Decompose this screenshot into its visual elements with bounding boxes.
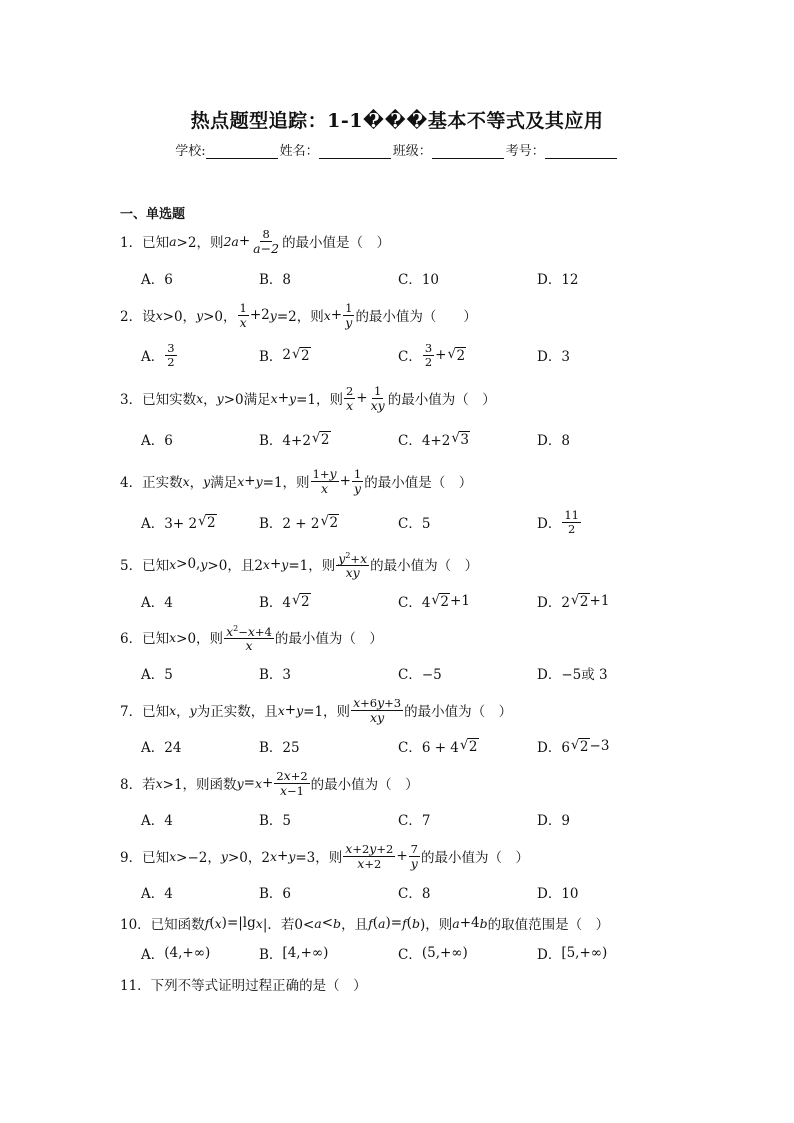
- question-text: 6．已知: [120, 631, 170, 647]
- question-text: 的最小值为（ ）: [387, 392, 496, 408]
- name-blank[interactable]: [319, 146, 391, 159]
- section-heading: 一、单选题: [120, 207, 186, 222]
- options-5: [141, 586, 701, 616]
- question-text: 的最小值是（ ）: [282, 235, 391, 251]
- question-8: 8．若 x >1，则函数 y = x + $\frac{2x+2}{x-1}$ 的最小值为（ ）: [120, 767, 419, 798]
- question-text: 的最小值为（ ）: [310, 777, 419, 793]
- option-b[interactable]: B．4 √ 2: [259, 586, 311, 616]
- question-text: 4．正实数: [120, 475, 183, 491]
- option-a[interactable]: A．4: [141, 813, 173, 829]
- option-c[interactable]: C．8: [398, 886, 431, 902]
- option-a[interactable]: A． (4,+∞): [141, 945, 211, 963]
- class-label: 班级：: [392, 144, 432, 159]
- option-b[interactable]: B．25: [259, 740, 300, 756]
- school-blank[interactable]: [206, 146, 278, 159]
- option-a[interactable]: A．4: [141, 595, 173, 611]
- option-c[interactable]: C．10: [398, 272, 440, 288]
- question-text: 的最小值为（ ）: [355, 309, 477, 325]
- option-b[interactable]: B．6: [259, 886, 292, 902]
- options-1: [141, 263, 701, 293]
- option-c[interactable]: C．7: [398, 813, 431, 829]
- question-text: 3．已知实数: [120, 392, 197, 408]
- option-d[interactable]: D．9: [537, 813, 570, 829]
- option-a[interactable]: A．6: [141, 272, 173, 288]
- option-c[interactable]: C． (5,+∞): [398, 945, 468, 963]
- option-c[interactable]: C．−5: [398, 667, 442, 683]
- student-info-line: [0, 140, 794, 159]
- option-a[interactable]: A．5: [141, 667, 173, 683]
- question-4: 4．正实数 x ， y 满足 x + y =1，则 $\frac{1+y}{x}$ + $\frac{1}{y}$ 的最小值是（ ）: [120, 466, 473, 496]
- option-c[interactable]: C．5: [398, 516, 431, 532]
- options-9: [141, 877, 701, 907]
- option-d[interactable]: D．2 √ 2 +1: [537, 586, 609, 616]
- exam-no-blank[interactable]: [545, 146, 617, 159]
- option-d[interactable]: D．3: [537, 349, 570, 365]
- option-d[interactable]: D． $\frac{11}{2}$: [537, 507, 579, 536]
- option-d[interactable]: D．10: [537, 886, 579, 902]
- option-c[interactable]: C． $\frac{3}{2}$ + √ 2: [398, 340, 466, 370]
- name-label: 姓名：: [279, 144, 319, 159]
- question-text: 10．已知函数: [120, 917, 205, 933]
- options-10: [141, 938, 701, 968]
- option-a[interactable]: A．4: [141, 886, 173, 902]
- option-c[interactable]: C．4+2 √ 3: [398, 424, 470, 454]
- page-title: 热点题型追踪：1-1���基本不等式及其应用: [190, 110, 604, 132]
- question-10: 10．已知函数 f ( x )=|lg x |．若0< a < b ，且 f ( a )= f ( b )，则 a +4 b 的取值范围是（ ）: [120, 915, 610, 933]
- option-b[interactable]: B．5: [259, 813, 292, 829]
- question-9: 9．已知 x >−2， y >0，2 x + y =3，则 $\frac{x+2y+2}{x+2}$ + $\frac{7}{y}$ 的最小值为（ ）: [120, 840, 529, 871]
- question-2: 2．设 x >0， y >0， $\frac{1}{x}$ +2 y =2，则 x + $\frac{1}{y}$ 的最小值为（ ）: [120, 300, 477, 330]
- question-text: 11．下列不等式证明过程正确的是（ ）: [120, 978, 367, 994]
- class-blank[interactable]: [432, 146, 504, 159]
- option-c[interactable]: C．6 + 4 √ 2: [398, 731, 479, 761]
- option-a[interactable]: A． $\frac{3}{2}$: [141, 340, 175, 369]
- question-text: 1．已知: [120, 235, 170, 251]
- option-d[interactable]: D．12: [537, 272, 579, 288]
- question-5: 5．已知 x >0, y >0，且2 x + y =1，则 $\frac{y^2+x}{xy}$ 的最小值为（ ）: [120, 550, 479, 581]
- question-text: 2．设: [120, 309, 156, 325]
- question-text: 的最小值为（ ）: [404, 704, 513, 720]
- question-6: 6．已知 x >0，则 $\frac{x^2-x+4}{x}$ 的最小值为（ ）: [120, 623, 383, 654]
- question-text: 9．已知: [120, 850, 170, 866]
- option-a[interactable]: A．6: [141, 433, 173, 449]
- option-d[interactable]: D．−5或 3: [537, 667, 608, 683]
- option-c[interactable]: C．4 √ 2 +1: [398, 586, 470, 616]
- question-11: [120, 967, 367, 1001]
- option-b[interactable]: B． [4,+∞): [259, 945, 329, 963]
- question-text: 7．已知: [120, 704, 170, 720]
- exam-no-label: 考号：: [505, 144, 545, 159]
- option-a[interactable]: A．3+ 2 √ 2: [141, 507, 217, 537]
- question-text: 8．若: [120, 777, 156, 793]
- option-d[interactable]: D．8: [537, 433, 570, 449]
- options-4: [141, 507, 701, 537]
- options-6: [141, 658, 701, 688]
- school-label: 学校:: [175, 144, 206, 159]
- option-b[interactable]: B．3: [259, 667, 292, 683]
- question-3: 3．已知实数 x ， y >0满足 x + y =1，则 $\frac{2}{x}$ + $\frac{1}{xy}$ 的最小值为（ ）: [120, 383, 496, 413]
- question-7: 7．已知 x ， y 为正实数，且 x + y =1，则 $\frac{x+6y+3}{xy}$ 的最小值为（ ）: [120, 695, 513, 725]
- option-b[interactable]: B．8: [259, 272, 292, 288]
- options-2: [141, 340, 701, 370]
- question-text: 的最小值为（ ）: [370, 558, 479, 574]
- question-text: 的最小值是（ ）: [364, 475, 473, 491]
- question-1: 1．已知 a >2，则 2a + $\frac{8}{a-2}$ 的最小值是（ ）: [120, 226, 391, 256]
- option-a[interactable]: A．24: [141, 740, 182, 756]
- question-text: 的取值范围是（ ）: [487, 917, 610, 933]
- option-b[interactable]: B．4+2 √ 2: [259, 424, 331, 454]
- question-text: 的最小值为（ ）: [274, 631, 383, 647]
- options-8: [141, 804, 701, 834]
- options-3: [141, 424, 701, 454]
- option-b[interactable]: B． 2 √ 2: [259, 340, 311, 370]
- options-7: [141, 731, 701, 761]
- option-b[interactable]: B．2 + 2 √ 2: [259, 507, 339, 537]
- question-text: 的最小值为（ ）: [420, 850, 529, 866]
- option-d[interactable]: D．6 √ 2 −3: [537, 731, 609, 761]
- option-d[interactable]: D． [5,+∞): [537, 945, 608, 963]
- question-text: 5．已知: [120, 558, 170, 574]
